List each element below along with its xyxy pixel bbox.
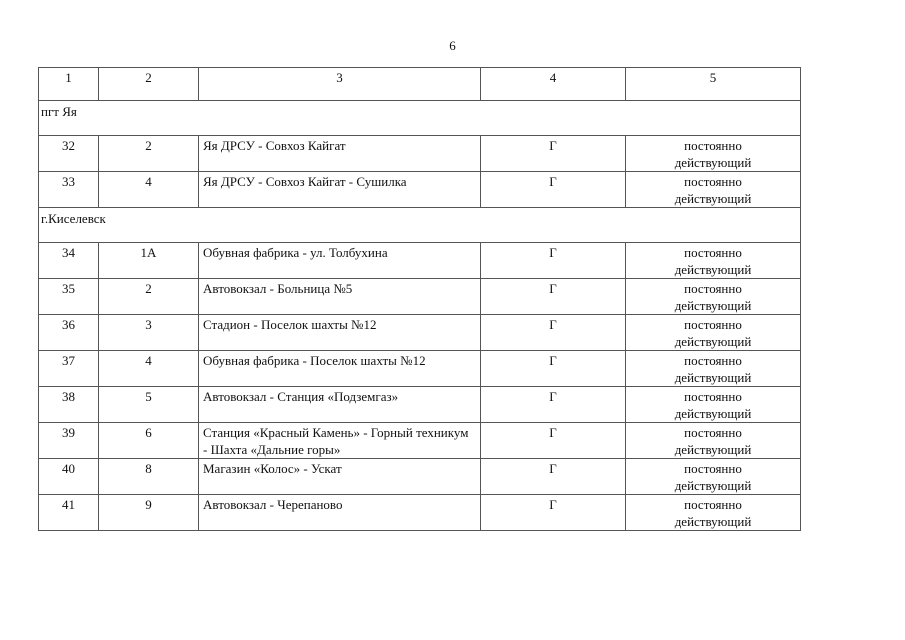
route-mode-line2: действующий [674,298,752,313]
route-type: Г [481,351,626,387]
route-mode [626,351,801,387]
route-number: 8 [99,459,199,495]
route-number: 9 [99,495,199,531]
route-mode [626,172,801,208]
route-name: Магазин «Колос» - Ускат [199,459,481,495]
route-mode [626,495,801,531]
table-row [39,243,801,279]
route-name: Обувная фабрика - ул. Толбухина [199,243,481,279]
header-cell-1: 1 [39,68,99,101]
route-number: 4 [99,351,199,387]
row-number: 36 [39,315,99,351]
route-number: 4 [99,172,199,208]
page-number: 6 [449,38,456,53]
route-type: Г [481,136,626,172]
route-mode-line2: действующий [674,406,752,421]
row-number: 35 [39,279,99,315]
route-mode-line1: постоянно [684,389,742,404]
route-name: Станция «Красный Камень» - Горный техникум - Шахта «Дальние горы» [199,423,481,459]
route-name: Яя ДРСУ - Совхоз Кайгат - Сушилка [199,172,481,208]
table-row [39,459,801,495]
route-mode [626,315,801,351]
route-mode-line2: действующий [674,191,752,206]
route-name: Автовокзал - Черепаново [199,495,481,531]
route-mode-line1: постоянно [684,281,742,296]
route-number: 1А [99,243,199,279]
table-row [39,172,801,208]
table-row [39,423,801,459]
route-number: 3 [99,315,199,351]
route-number: 5 [99,387,199,423]
table-row [39,495,801,531]
route-mode [626,243,801,279]
route-mode [626,387,801,423]
route-mode-line1: постоянно [684,317,742,332]
route-mode-line2: действующий [674,514,752,529]
table-row [39,351,801,387]
route-mode-line2: действующий [674,442,752,457]
header-cell-3: 3 [199,68,481,101]
table-row [39,387,801,423]
route-mode-line2: действующий [674,262,752,277]
section-title: пгт Яя [39,101,801,136]
route-mode-line2: действующий [674,155,752,170]
header-cell-4: 4 [481,68,626,101]
route-name: Обувная фабрика - Поселок шахты №12 [199,351,481,387]
row-number: 40 [39,459,99,495]
route-mode-line1: постоянно [684,138,742,153]
route-mode-line2: действующий [674,334,752,349]
route-name: Яя ДРСУ - Совхоз Кайгат [199,136,481,172]
route-mode-line1: постоянно [684,353,742,368]
row-number: 37 [39,351,99,387]
section-row [39,208,801,243]
route-mode [626,136,801,172]
route-mode-line1: постоянно [684,245,742,260]
header-cell-2: 2 [99,68,199,101]
route-mode [626,459,801,495]
row-number: 38 [39,387,99,423]
route-name: Автовокзал - Больница №5 [199,279,481,315]
route-number: 2 [99,136,199,172]
route-type: Г [481,495,626,531]
table-row [39,315,801,351]
header-row [39,68,801,101]
route-name: Автовокзал - Станция «Подземгаз» [199,387,481,423]
table-row [39,136,801,172]
routes-table [38,67,801,531]
route-type: Г [481,387,626,423]
route-type: Г [481,243,626,279]
header-cell-5: 5 [626,68,801,101]
route-name: Стадион - Поселок шахты №12 [199,315,481,351]
route-number: 2 [99,279,199,315]
route-mode [626,279,801,315]
route-type: Г [481,315,626,351]
route-mode-line1: постоянно [684,425,742,440]
route-mode-line1: постоянно [684,174,742,189]
row-number: 39 [39,423,99,459]
row-number: 41 [39,495,99,531]
route-number: 6 [99,423,199,459]
route-mode-line2: действующий [674,370,752,385]
section-title: г.Киселевск [39,208,801,243]
route-mode-line1: постоянно [684,461,742,476]
table-row [39,279,801,315]
row-number: 32 [39,136,99,172]
route-type: Г [481,172,626,208]
route-mode-line2: действующий [674,478,752,493]
route-mode-line1: постоянно [684,497,742,512]
route-type: Г [481,423,626,459]
section-row [39,101,801,136]
route-type: Г [481,279,626,315]
route-type: Г [481,459,626,495]
row-number: 33 [39,172,99,208]
row-number: 34 [39,243,99,279]
route-mode [626,423,801,459]
